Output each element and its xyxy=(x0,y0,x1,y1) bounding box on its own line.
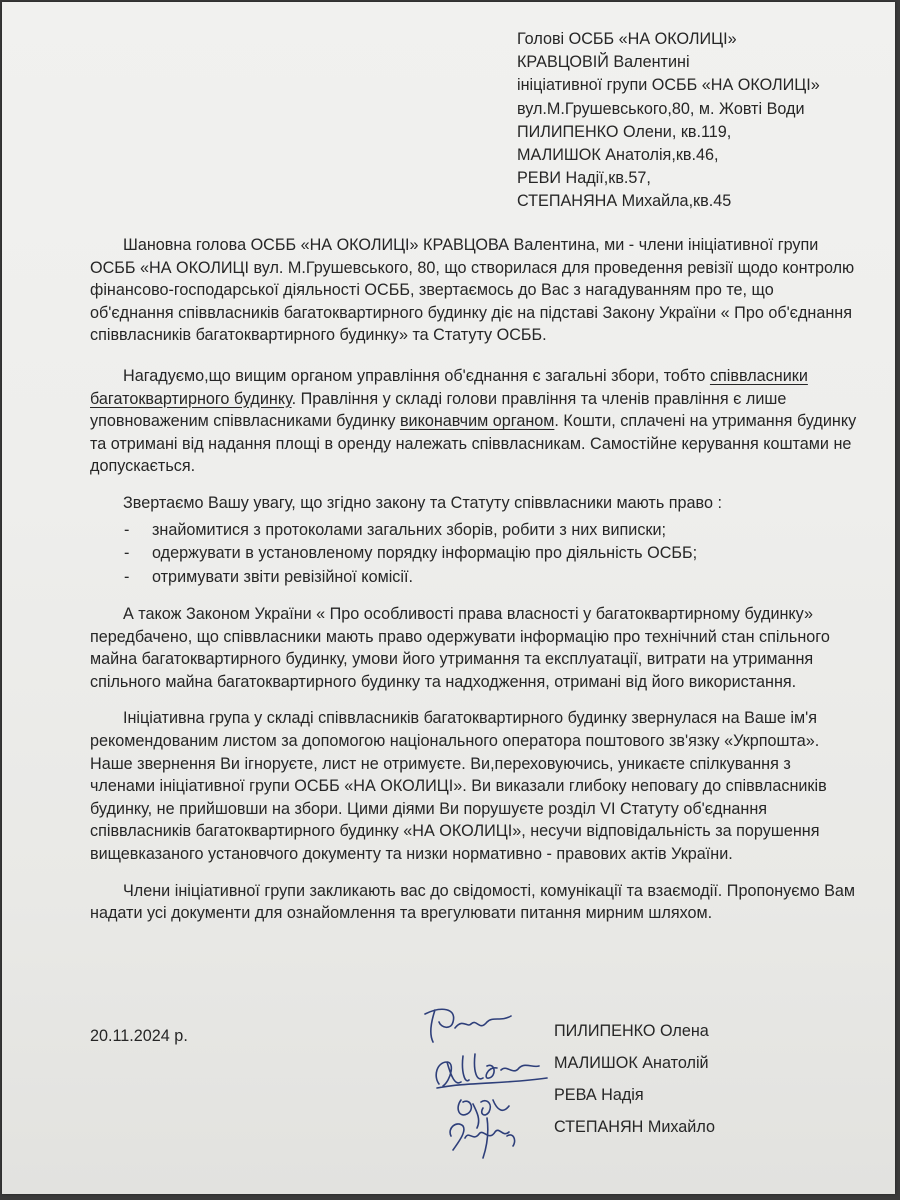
signer-name: МАЛИШОК Анатолій xyxy=(554,1054,709,1072)
signature-pylypenko xyxy=(425,1009,511,1042)
signature-malyshok xyxy=(436,1054,547,1088)
bullet-dash: - xyxy=(124,520,130,539)
underlined-phrase: співвласники багатоквартирного будинку xyxy=(90,366,808,408)
signer-name: РЕВА Надія xyxy=(554,1086,644,1104)
list-item-text: отримувати звіти ревізійної комісії. xyxy=(152,567,413,586)
paragraph-closing: Члени ініціативної групи закликають вас до свідомості, комунікації та взаємодії. Пропонуємо Вам надати усі документи для ознайомлення та врегулювати питання мирним шляхом. xyxy=(90,881,856,923)
list-item xyxy=(90,519,860,543)
text-span: . Кошти, сплачені на утримання будинку та отримані від надання площі в оренду належать співвласникам. Самостійне керування коштами не допускається. xyxy=(90,412,857,476)
handwritten-signatures xyxy=(417,992,567,1167)
bullet-dash: - xyxy=(124,544,130,563)
addressee-line: СТЕПАНЯНА Михайла,кв.45 xyxy=(517,192,732,211)
list-item-text: одержувати в установленому порядку інформацію про діяльність ОСББ; xyxy=(152,544,698,563)
signature-reva xyxy=(458,1100,509,1128)
text-span: Нагадуємо,що вищим органом управління об'єднання є загальні збори, тобто xyxy=(123,366,710,385)
underlined-phrase: виконавчим органом xyxy=(399,412,555,431)
letter-page xyxy=(2,2,895,1194)
addressee-block xyxy=(517,28,820,214)
list-item xyxy=(90,542,860,566)
paragraph-intro: Шановна голова ОСББ «НА ОКОЛИЦІ» КРАВЦОВА Валентина, ми - члени ініціативної групи ОСББ «НА ОКОЛИЦІ вул. М.Грушевського, 80, що створилася для проведення ревізії щодо контролю фінансово-господарської діяльності ОСББ, звертаємось до Вас з нагадуванням про те, що об'єднання співвласників багатоквартирного будинку діє на підставі Закону України « Про об'єднання співвласників багатоквартирного будинку» та Статуту ОСББ. xyxy=(90,236,855,345)
addressee-line: ПИЛИПЕНКО Олени, кв.119, xyxy=(517,122,732,141)
letter-date: 20.11.2024 р. xyxy=(90,1027,188,1045)
addressee-line: РЕВИ Надії,кв.57, xyxy=(517,169,651,188)
paragraph-complaint: Ініціативна група у складі співвласників багатоквартирного будинку звернулася на Ваше ім'я рекомендованим листом за допомогою національного оператора поштового зв'язку «Укрпошта». Наше звернення Ви ігноруєте, лист не отримуєте. Ви,переховуючись, уникаєте спілкування з членами ініціативної групи ОСББ «НА ОКОЛИЦІ». Ви виказали глибоку неповагу до співвласників будинку, не прийшовши на збори. Цими діями Ви порушуєте розділ VI Статуту об'єднання співвласників багатоквартирного будинку «НА ОКОЛИЦІ», несучи відповідальність за порушення вищевказаного установчого документу та низки нормативно - правових актів України. xyxy=(90,709,827,863)
paragraph-rights-intro: Звертаємо Вашу увагу, що згідно закону та Статуту співвласники мають право : xyxy=(123,493,722,512)
letter-body xyxy=(90,234,860,925)
signature-stepanyan xyxy=(450,1118,515,1158)
addressee-line: ініціативної групи ОСББ «НА ОКОЛИЦІ» xyxy=(517,76,820,95)
signers-list xyxy=(554,1020,715,1148)
addressee-line: МАЛИШОК Анатолія,кв.46, xyxy=(517,146,719,165)
rights-list xyxy=(90,519,860,590)
signer-name: ПИЛИПЕНКО Олена xyxy=(554,1022,709,1040)
list-item-text: знайомитися з протоколами загальних зборів, робити з них виписки; xyxy=(152,520,667,539)
paragraph-law: А також Законом України « Про особливості права власності у багатоквартирному будинку» передбачено, що співвласники мають право одержувати інформацію про технічний стан спільного майна багатоквартирного будинку, умови його утримання та експлуатації, витрати на утримання спільного майна багатоквартирного будинку та надходження, отримані від його використання. xyxy=(90,605,830,691)
list-item xyxy=(90,566,860,590)
addressee-line: вул.М.Грушевського,80, м. Жовті Води xyxy=(517,99,805,118)
bullet-dash: - xyxy=(124,567,130,586)
text-span: . Правління у складі голови правління та членів правління є лише уповноваженим співвласниками будинку xyxy=(90,389,787,431)
paragraph-reminder xyxy=(90,365,860,478)
addressee-line: Голові ОСББ «НА ОКОЛИЦІ» xyxy=(517,30,737,48)
signer-name: СТЕПАНЯН Михайло xyxy=(554,1118,715,1136)
addressee-line: КРАВЦОВІЙ Валентині xyxy=(517,53,690,72)
